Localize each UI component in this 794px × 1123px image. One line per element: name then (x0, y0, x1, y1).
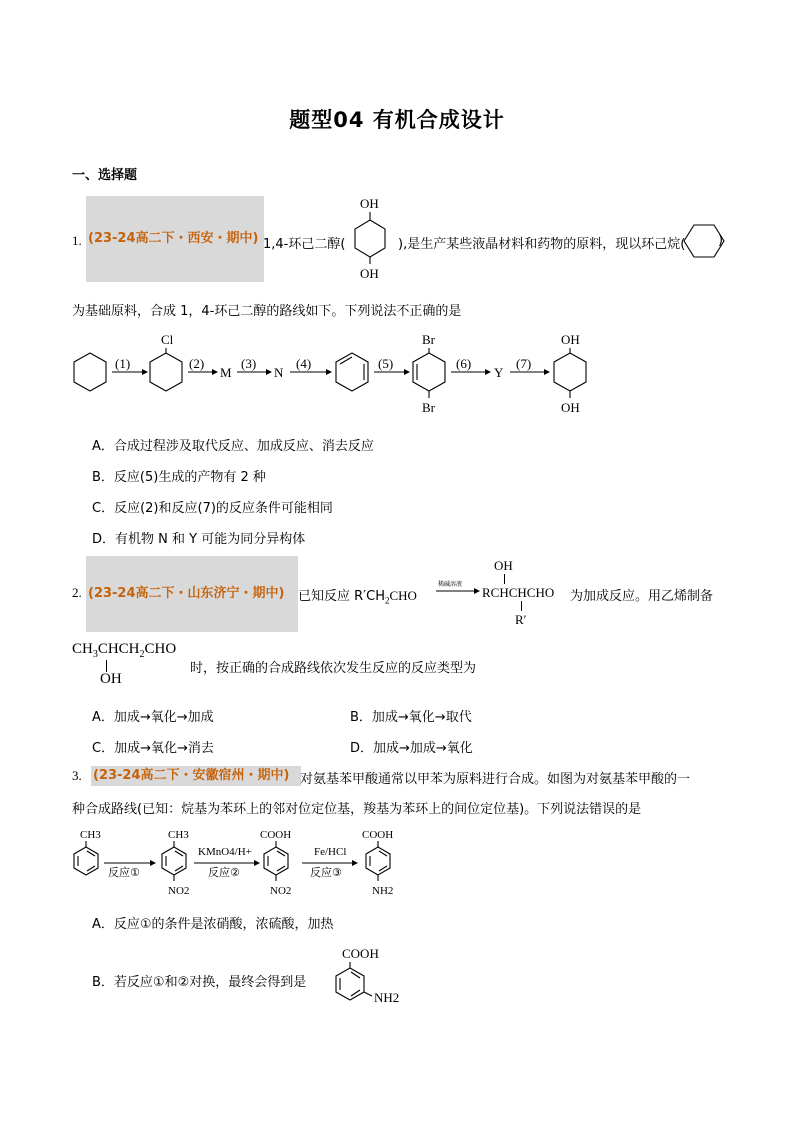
q1-source-tag: (23-24高二下・西安・期中) (86, 196, 264, 282)
q1-reaction-scheme (70, 328, 610, 423)
q2-reactant: 已知反应 $R'CH_2CHO$ (298, 588, 417, 606)
step-1-label: (1) (115, 356, 131, 371)
q1-option-c[interactable]: C．反应(2)和反应(7)的反应条件可能相同 (92, 501, 333, 516)
q3-text-a: 对氨基苯甲酸通常以甲苯为原料进行合成。如图为对氨基苯甲酸的一 (300, 772, 691, 787)
svg-text:NH2: NH2 (374, 990, 400, 1005)
intermediate-m: M (220, 365, 232, 380)
oh-top-label: OH (561, 332, 580, 347)
step-4-label: (4) (296, 356, 312, 371)
q2-number: 2. (72, 585, 82, 600)
step-2-label: (2) (189, 356, 205, 371)
q3-reaction-scheme (70, 826, 430, 904)
step-6-label: (6) (456, 356, 472, 371)
intermediate-y: Y (494, 365, 504, 380)
svg-text:反应②: 反应② (208, 866, 240, 879)
scheme1-cyclohexane (74, 353, 106, 391)
svg-text:OH: OH (360, 266, 379, 281)
q3-option-a[interactable]: A．反应①的条件是浓硝酸，浓硫酸，加热 (92, 917, 334, 932)
q1-number: 1. (72, 233, 82, 248)
q2-text-c: 时，按正确的合成路线依次发生反应的反应类型为 (190, 661, 477, 676)
q2-reaction-arrow (434, 578, 480, 598)
q2-product-r: R′ (515, 612, 527, 627)
section-heading: 一、选择题 (72, 168, 138, 183)
svg-text:稀碱溶液: 稀碱溶液 (438, 581, 463, 588)
svg-text:Fe/HCl: Fe/HCl (314, 846, 347, 858)
intermediate-n: N (274, 365, 284, 380)
svg-text:NO2: NO2 (168, 885, 190, 897)
q2-source-tag: (23-24高二下・山东济宁・期中) (86, 556, 298, 632)
svg-text:反应③: 反应③ (310, 866, 342, 879)
svg-text:反应①: 反应① (108, 866, 140, 879)
scheme1-chlorocyclohexane (150, 353, 182, 391)
q2-option-d[interactable]: D．加成→加成→氧化 (350, 741, 473, 756)
svg-text:COOH: COOH (362, 829, 394, 841)
svg-text:NO2: NO2 (270, 885, 292, 897)
br-top-label: Br (422, 332, 435, 347)
q2-product-bond-bottom (521, 601, 522, 611)
q2-text-b: 为加成反应。用乙烯制备 (570, 589, 714, 604)
q3-option-b-structure (330, 944, 420, 1008)
svg-text:CH3: CH3 (80, 829, 101, 841)
step-5-label: (5) (378, 356, 394, 371)
step-3-label: (3) (241, 356, 257, 371)
svg-text:CH3: CH3 (168, 829, 189, 841)
scheme1-cyclohexadiene (336, 353, 368, 391)
br-bottom-label: Br (422, 400, 435, 415)
oh-bottom-label: OH (561, 400, 580, 415)
q3-option-b[interactable]: B．若反应①和②对换，最终会得到是 (92, 975, 307, 990)
q1-option-b[interactable]: B．反应(5)生成的产物有 2 种 (92, 470, 266, 485)
q1-option-d[interactable]: D．有机物 N 和 Y 可能为同分异构体 (92, 532, 306, 547)
page-title: 题型04 有机合成设计 (289, 108, 505, 132)
q1-text-line2: 为基础原料，合成 1，4-环己二醇的路线如下。下列说法不正确的是 (72, 304, 462, 319)
scheme1-dibromocyclohexene (413, 353, 445, 391)
q3-text-line2: 种合成路线(已知：烷基为苯环上的邻对位定位基，羧基为苯环上的间位定位基)。下列说法错误的是 (72, 802, 642, 817)
q1-text-b: ),是生产某些液晶材料和药物的原料，现以环己烷( (398, 237, 686, 252)
q1-text-c: ) (718, 233, 724, 248)
q1-text-a: 1,4-环己二醇( (263, 237, 346, 252)
svg-text:COOH: COOH (260, 829, 292, 841)
scheme1-cyclohexanediol (554, 353, 586, 391)
q2-option-c[interactable]: C．加成→氧化→消去 (92, 741, 214, 756)
q2-option-b[interactable]: B．加成→氧化→取代 (350, 710, 472, 725)
svg-text:OH: OH (360, 196, 379, 211)
q1-option-a[interactable]: A．合成过程涉及取代反应、加成反应、消去反应 (92, 439, 374, 454)
q2-product: RCHCHCHO (482, 585, 555, 600)
q2-product-bond-top (504, 574, 505, 584)
q2-product-oh: OH (494, 558, 513, 573)
q3-source-tag: (23-24高二下・安徽宿州・期中) (91, 766, 301, 786)
q1-cyclohexanediol-structure (346, 196, 396, 282)
cl-label: Cl (161, 332, 174, 347)
step-7-label: (7) (516, 356, 532, 371)
svg-text:KMnO4/H+: KMnO4/H+ (198, 846, 252, 858)
q3-number: 3. (72, 768, 82, 783)
q2-target-formula: $CH_3CHCH_2CHO$ (72, 641, 177, 660)
q2-option-a[interactable]: A．加成→氧化→加成 (92, 710, 214, 725)
svg-text:NH2: NH2 (372, 885, 394, 897)
svg-text:COOH: COOH (342, 946, 379, 961)
q2-target-oh: OH (100, 671, 122, 687)
